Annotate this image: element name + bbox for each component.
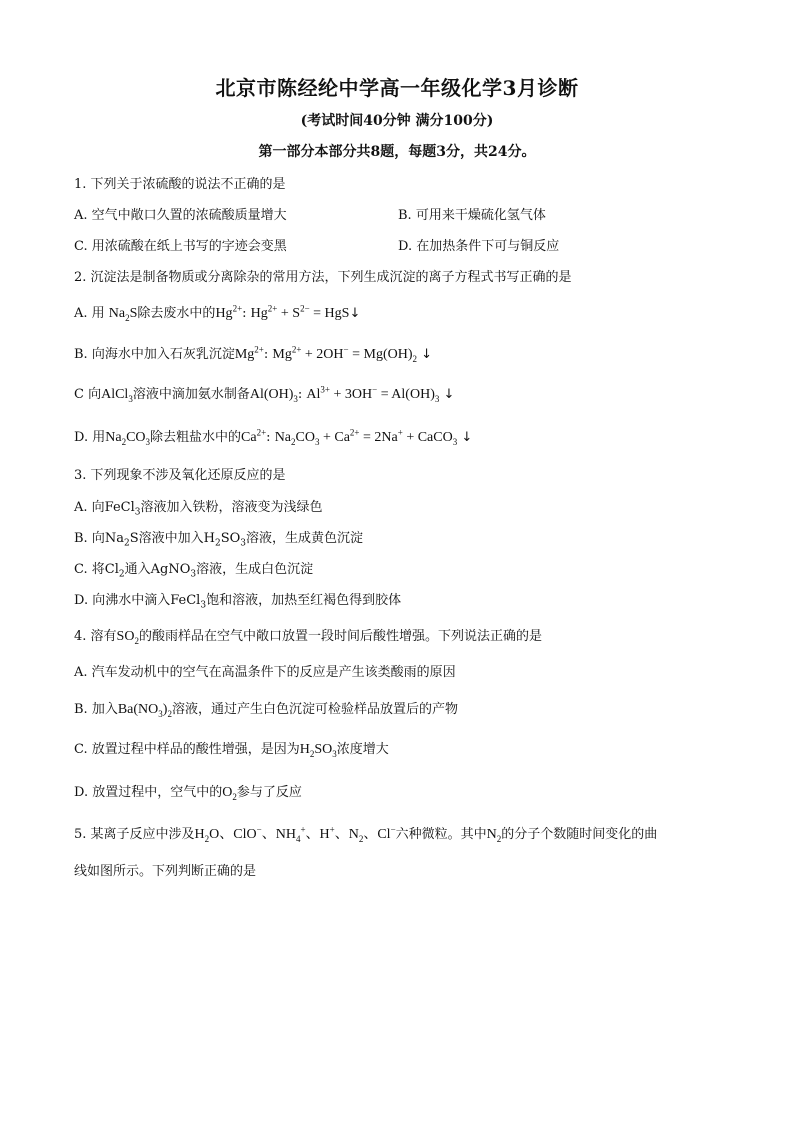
- question-3-option-d: D. 向沸水中滴入FeCl$_3$饱和溶液，加热至红褐色得到胶体: [74, 593, 402, 611]
- question-4-option-a: A. 汽车发动机中的空气在高温条件下的反应是产生该类酸雨的原因: [74, 665, 456, 680]
- question-5-stem-line2: 线如图所示。下列判断正确的是: [74, 864, 257, 879]
- question-2-option-b: B. 向海水中加入石灰乳沉淀$Mg^{2+}$: $Mg^{2+} + 2OH^- = Mg(OH)_2$ ↓: [74, 344, 433, 364]
- question-3-option-a: A. 向FeCl$_3$溶液加入铁粉，溶液变为浅绿色: [74, 500, 323, 518]
- question-2-stem: 2. 沉淀法是制备物质或分离除杂的常用方法，下列生成沉淀的离子方程式书写正确的是: [74, 270, 572, 285]
- question-2-option-d: D. 用$Na_2CO_3$除去粗盐水中的$Ca^{2+}$: $Na_2CO_3 + Ca^{2+} = 2Na^+$ + CaCO$_3$ ↓: [74, 427, 473, 447]
- question-1-option-a: A. 空气中敞口久置的浓硫酸质量增大: [74, 208, 287, 223]
- question-2-option-c: C 向AlCl$_3$溶液中滴加氨水制备$Al(OH)_3$: $Al^{3+} + 3OH^- = Al(OH)_3$ ↓: [74, 384, 455, 404]
- question-4-option-d: D. 放置过程中，空气中的$O_2$参与了反应: [74, 785, 302, 802]
- question-3-option-c: C. 将$Cl_2$通入AgNO$_3$溶液，生成白色沉淀: [74, 562, 314, 580]
- question-2-option-a: A. 用 $Na_2S$除去废水中的$Hg^{2+}$: $Hg^{2+} + S^{2-}$ = HgS↓: [74, 303, 361, 323]
- page-title: 北京市陈经纶中学高一年级化学3月诊断: [215, 76, 579, 100]
- question-4-stem: 4. 溶有$SO_2$的酸雨样品在空气中敞口放置一段时间后酸性增强。下列说法正确的是: [74, 629, 542, 646]
- question-1-option-d: D. 在加热条件下可与铜反应: [398, 239, 560, 254]
- question-1-option-b: B. 可用来干燥硫化氢气体: [398, 208, 546, 223]
- section-heading: 第一部分本部分共8题，每题3分，共24分。: [258, 144, 536, 160]
- question-5-stem: 5. 某离子反应中涉及$H_2O$、ClO−、$NH_4^+$、H+、$N_2$、Cl−六种微粒。其中$N_2$的分子个数随时间变化的曲: [74, 824, 658, 844]
- question-1-stem: 1. 下列关于浓硫酸的说法不正确的是: [74, 177, 286, 192]
- exam-info: (考试时间40分钟 满分100分): [300, 113, 494, 129]
- question-4-option-c: C. 放置过程中样品的酸性增强，是因为$H_2SO_3$浓度增大: [74, 742, 389, 759]
- question-4-option-b: B. 加入$Ba(NO_3)_2$溶液，通过产生白色沉淀可检验样品放置后的产物: [74, 702, 458, 719]
- question-3-stem: 3. 下列现象不涉及氧化还原反应的是: [74, 468, 286, 483]
- question-1-option-c: C. 用浓硫酸在纸上书写的字迹会变黑: [74, 239, 287, 254]
- question-3-option-b: B. 向$Na_2S$溶液中加入$H_2SO_3$溶液，生成黄色沉淀: [74, 531, 364, 549]
